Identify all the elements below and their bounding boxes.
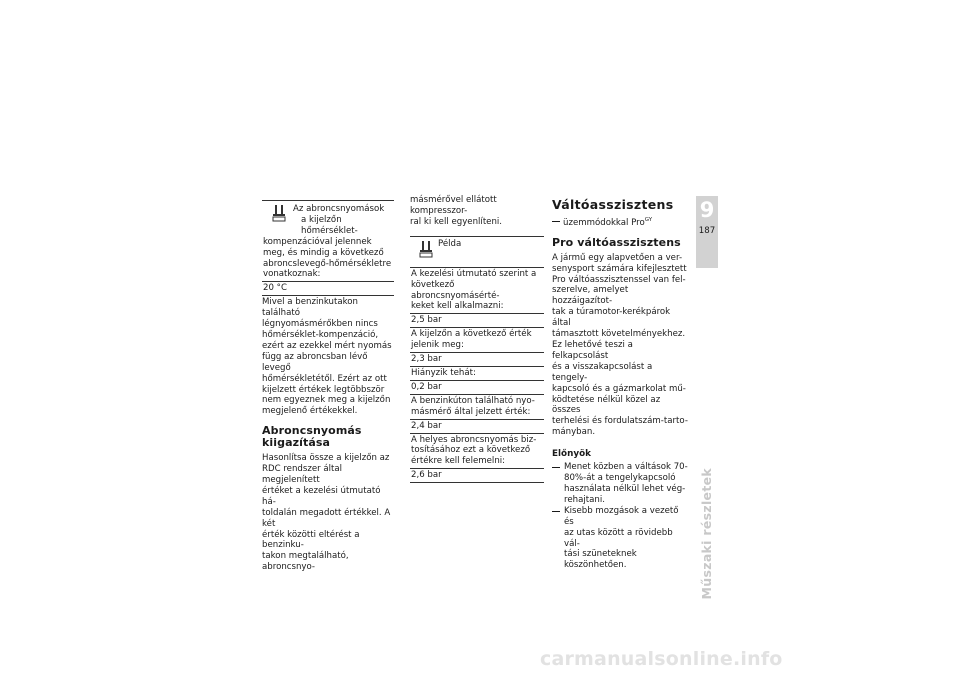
section-heading-tire-pressure-adjust: Abroncsnyomás kiigazítása	[262, 424, 362, 450]
dash-mark	[552, 221, 560, 222]
note-line: meg, és mindig a következő	[263, 247, 384, 258]
temperature-note-box	[262, 200, 394, 296]
tire-pressure-gauge-icon	[419, 240, 433, 262]
page-number: 187	[698, 226, 716, 236]
example-value: 2,6 bar	[410, 469, 544, 483]
note-line: abroncslevegő-hőmérsékletre	[263, 258, 392, 269]
advantage-item: Kisebb mozgások a vezető és az utas között a rövidebb vál- tási szüneteknek köszönhetően.	[552, 506, 688, 571]
note-line: vonatkoznak:	[263, 269, 321, 280]
column-1	[262, 200, 394, 573]
chapter-title-vertical: Műszaki részletek	[699, 468, 714, 600]
advantages-heading: Előnyök	[552, 449, 591, 460]
pro-shift-paragraph: A jármű egy alapvetően a ver- senysport számára kifejlesztett Pro váltóasszisztenssel van fel- szerelve, amelyet hozzáigazítot- tak a túramotor-kerékpárok által támasztott követelményekhez. Ez lehetővé teszi a felkapcsolást és a visszakapcsolást a tengely- kapcsoló és a gázmarkolat mű- ködtetése nélkül közel az összes terhelési és fordulatszám-tarto- mányban.	[552, 252, 688, 438]
tire-pressure-gauge-icon	[263, 204, 293, 226]
continuation-paragraph: másmérővel ellátott kompresszor- ral ki kell egyenlíteni.	[410, 195, 503, 227]
temperature-note-text	[262, 201, 394, 282]
example-box	[410, 236, 544, 483]
column-3	[552, 198, 688, 571]
column-2	[410, 195, 544, 483]
temperature-value: 20 °C	[262, 282, 394, 296]
adjust-paragraph: Hasonlítsa össze a kijelzőn az RDC rendszer által megjelenített értéket a kezelési útmutató há- toldalán megadott értékkel. A két érték közötti eltérést a benzinku- takon megtalálható, abroncsnyo-	[262, 453, 391, 573]
section-heading-pro-shift-assistant: Pro váltóasszisztens	[552, 235, 681, 249]
example-header	[410, 237, 544, 268]
example-row: Hiányzik tehát:	[410, 367, 544, 381]
mode-line	[552, 215, 688, 229]
example-value: 2,3 bar	[410, 353, 544, 367]
example-value: 2,5 bar	[410, 314, 544, 328]
example-value: 2,4 bar	[410, 420, 544, 434]
example-label: Példa	[438, 238, 462, 249]
gas-station-gauge-paragraph: Mivel a benzinkutakon található légnyomásmérőkben nincs hőmérséklet-kompenzáció, ezért az ezekkel mért nyomás függ az abroncsban lévő levegő hőmérsékletétől. Ezért az ott kijelzett értékek legtöbbször nem egyeznek meg a kijelzőn megjelenő értékekkel.	[262, 297, 392, 417]
note-line: Az abroncsnyomások	[293, 204, 385, 214]
note-line: a kijelzőn hőmérséklet-	[301, 214, 358, 236]
chapter-number: 9	[699, 198, 715, 222]
mode-text: üzemmódokkal Pro$^{GY}$	[563, 217, 653, 228]
example-row: A kijelzőn a következő érték jelenik meg:	[410, 328, 544, 353]
example-row: A helyes abroncsnyomás biz- tosításához ezt a következő értékre kell felemelni:	[410, 434, 544, 470]
optional-equipment-mark: GY	[644, 217, 653, 223]
advantage-item: Menet közben a váltások 70- 80%-át a tengelykapcsoló használata nélkül lehet vég- rehajtani.	[552, 462, 688, 506]
watermark: carmanualsonline.info	[540, 648, 783, 670]
note-line: kompenzációval jelennek	[263, 236, 372, 247]
example-row: A benzinkúton található nyo- másmérő által jelzett érték:	[410, 395, 544, 420]
section-title-shift-assistant: Váltóasszisztens	[552, 197, 674, 212]
example-value: 0,2 bar	[410, 381, 544, 395]
example-row: A kezelési útmutató szerint a következő abroncsnyomásérté- keket kell alkalmazni:	[410, 268, 544, 315]
